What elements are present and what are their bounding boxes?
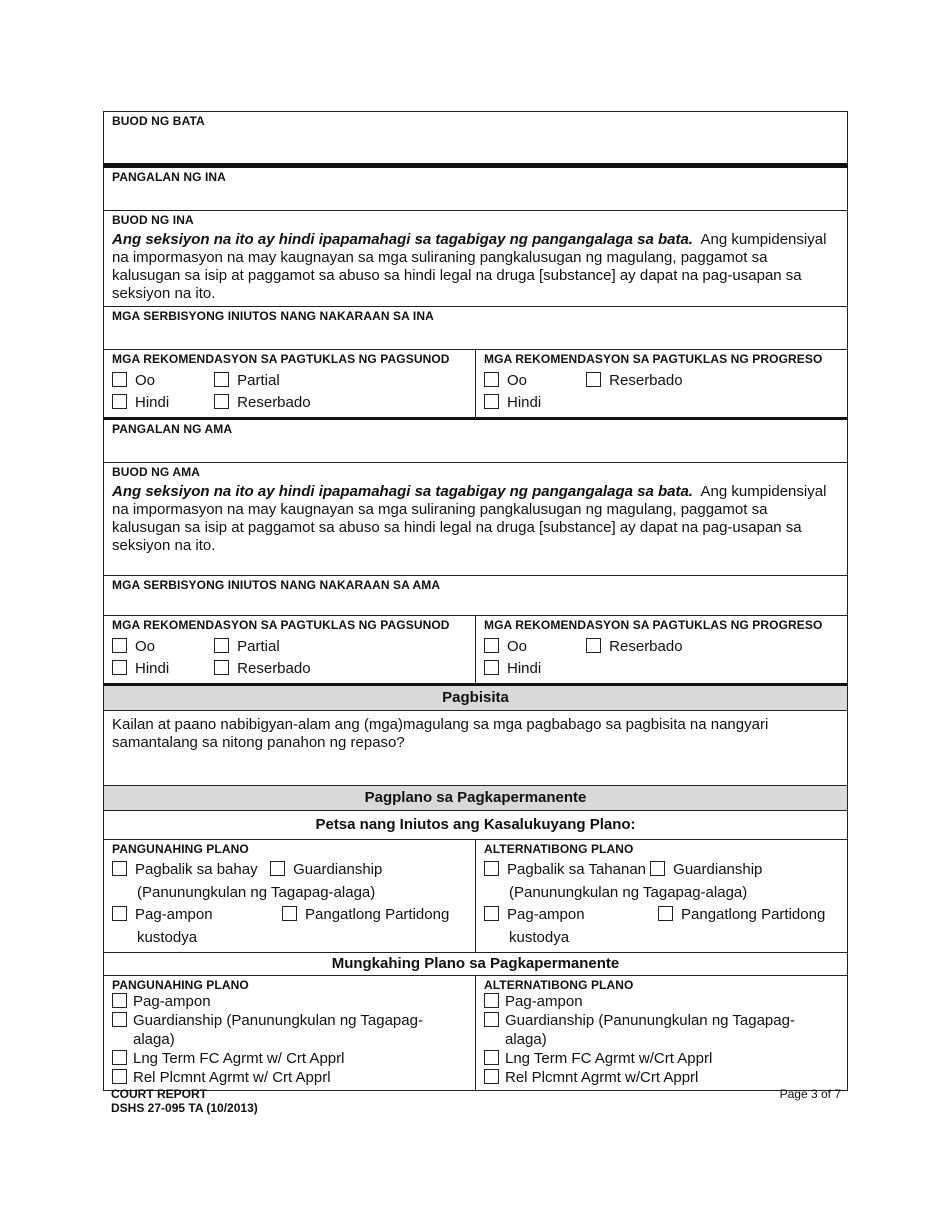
father-summary-label: BUOD NG AMA [112,465,200,479]
father-compliance-label: MGA REKOMENDASYON SA PAGTUKLAS NG PAGSUNOD [112,618,450,632]
checkbox[interactable] [484,861,499,876]
father-notice-text: Ang kumpidensiyal na impormasyon na may kaugnayan sa mga suliraning pangkalusugan ng magulang, paggamot sa kalusugan sa isip at paggamot sa abuso sa hindi legal na druga [substance] ay dapat na pag-usapan sa seksiyon na ito. [112,483,827,554]
proposed-primary-guardianship-cont: alaga) [133,1031,175,1048]
father-summary-field[interactable] [104,463,848,576]
checkbox[interactable] [282,906,297,921]
current-alternate-plan-label: ALTERNATIBONG PLANO [484,842,634,856]
father-name-label: PANGALAN NG AMA [112,422,233,436]
primary-third-party-option[interactable]: Pangatlong Partidong [282,906,449,923]
father-compliance-partial[interactable]: Partial [214,636,280,658]
proposed-primary-relative-option[interactable]: Rel Plcmnt Agrmt w/ Crt Apprl [112,1068,467,1087]
proposed-primary-adoption-option[interactable]: Pag-ampon [112,992,467,1011]
visitation-field[interactable] [104,711,848,786]
checkbox[interactable] [112,394,127,409]
current-alternate-plan-cell [476,840,848,953]
checkbox[interactable] [484,993,499,1008]
mother-summary-label: BUOD NG INA [112,213,194,227]
checkbox[interactable] [112,638,127,653]
mother-compliance-reserved[interactable]: Reserbado [214,392,310,414]
father-progress-cell [476,616,848,685]
alternate-guardianship-detail: (Panunungkulan ng Tagapag-alaga) [509,883,748,901]
current-plan-date[interactable]: Petsa nang Iniutos ang Kasalukuyang Plano: [104,811,848,840]
primary-return-home-option[interactable]: Pagbalik sa bahay [112,861,258,878]
proposed-alternate-plan-cell [476,976,848,1091]
mother-progress-reserved[interactable]: Reserbado [586,370,682,392]
alternate-custody-text: kustodya [509,928,570,946]
mother-summary-field[interactable] [104,211,848,307]
footer-page-number: Page 3 of 7 [779,1087,841,1101]
father-progress-yes[interactable]: Oo [484,636,582,658]
checkbox[interactable] [484,372,499,387]
visitation-question: Kailan at paano nabibigyan-alam ang (mga)magulang sa mga pagbabago sa pagbisita na nangyari samantalang sa nitong panahon ng repaso? [112,716,769,751]
mother-compliance-yes[interactable]: Oo [112,370,210,392]
father-progress-label: MGA REKOMENDASYON SA PAGTUKLAS NG PROGRESO [484,618,823,632]
current-primary-plan-cell [104,840,476,953]
mother-progress-label: MGA REKOMENDASYON SA PAGTUKLAS NG PROGRESO [484,352,823,366]
checkbox[interactable] [214,394,229,409]
proposed-alternate-plan-label: ALTERNATIBONG PLANO [484,978,634,992]
alternate-return-home-option[interactable]: Pagbalik sa Tahanan [484,861,646,878]
checkbox[interactable] [112,660,127,675]
proposed-primary-long-term-option[interactable]: Lng Term FC Agrmt w/ Crt Apprl [112,1049,467,1068]
permanency-header: Pagplano sa Pagkapermanente [104,786,848,811]
footer-title: COURT REPORT [111,1087,207,1101]
mother-name-label: PANGALAN NG INA [112,170,226,184]
father-progress-reserved[interactable]: Reserbado [586,636,682,658]
mother-notice-text: Ang kumpidensiyal na impormasyon na may kaugnayan sa mga suliraning pangkalusugan ng magulang, paggamot sa kalusugan sa isip at paggamot sa abuso sa hindi legal na druga [substance] ay dapat na pag-usapan sa seksiyon na ito. [112,231,827,302]
checkbox[interactable] [112,1050,127,1065]
child-summary-field[interactable] [104,112,848,166]
checkbox[interactable] [112,372,127,387]
proposed-primary-guardianship-option[interactable]: Guardianship (Panunungkulan ng Tagapag- [112,1011,467,1030]
father-compliance-cell [104,616,476,685]
alternate-adoption-option[interactable]: Pag-ampon [484,904,658,927]
footer-left [111,1087,258,1115]
mother-progress-yes[interactable]: Oo [484,370,582,392]
alternate-guardianship-option[interactable]: Guardianship [650,861,762,878]
checkbox[interactable] [112,993,127,1008]
checkbox[interactable] [658,906,673,921]
mother-name-field[interactable] [104,166,848,211]
mother-compliance-no[interactable]: Hindi [112,392,210,414]
proposed-alternate-relative-option[interactable]: Rel Plcmnt Agrmt w/Crt Apprl [484,1068,839,1087]
mother-notice-bold: Ang seksiyon na ito ay hindi ipapamahagi sa tagabigay ng pangangalaga sa bata. [112,231,693,248]
father-compliance-reserved[interactable]: Reserbado [214,658,310,680]
proposed-plan-header: Mungkahing Plano sa Pagkapermanente [104,953,848,976]
checkbox[interactable] [112,906,127,921]
checkbox[interactable] [214,372,229,387]
checkbox[interactable] [650,861,665,876]
father-compliance-yes[interactable]: Oo [112,636,210,658]
proposed-alternate-long-term-option[interactable]: Lng Term FC Agrmt w/Crt Apprl [484,1049,839,1068]
checkbox[interactable] [484,1069,499,1084]
checkbox[interactable] [484,1012,499,1027]
father-services-field[interactable] [104,576,848,616]
father-confidential-notice [112,483,839,555]
checkbox[interactable] [270,861,285,876]
primary-custody-text: kustodya [137,928,198,946]
father-progress-no[interactable]: Hindi [484,658,582,680]
mother-confidential-notice [112,231,839,303]
mother-services-label: MGA SERBISYONG INIUTOS NANG NAKARAAN SA INA [112,309,434,323]
checkbox[interactable] [586,638,601,653]
proposed-primary-plan-label: PANGUNAHING PLANO [112,978,249,992]
checkbox[interactable] [112,861,127,876]
mother-compliance-label: MGA REKOMENDASYON SA PAGTUKLAS NG PAGSUNOD [112,352,450,366]
checkbox[interactable] [484,638,499,653]
proposed-primary-plan-cell [104,976,476,1091]
father-services-label: MGA SERBISYONG INIUTOS NANG NAKARAAN SA AMA [112,578,441,592]
mother-compliance-cell [104,350,476,419]
mother-services-field[interactable] [104,307,848,350]
father-compliance-no[interactable]: Hindi [112,658,210,680]
child-summary-label: BUOD NG BATA [112,114,205,128]
checkbox[interactable] [214,638,229,653]
mother-compliance-partial[interactable]: Partial [214,370,280,392]
checkbox[interactable] [484,906,499,921]
father-name-field[interactable] [104,419,848,463]
checkbox[interactable] [484,660,499,675]
proposed-alternate-guardianship-option[interactable]: Guardianship (Panunungkulan ng Tagapag- [484,1011,839,1030]
checkbox[interactable] [214,660,229,675]
mother-progress-no[interactable]: Hindi [484,392,582,414]
form-page [103,111,847,1091]
checkbox[interactable] [484,394,499,409]
primary-adoption-option[interactable]: Pag-ampon [112,904,282,927]
proposed-alternate-guardianship-cont: alaga) [505,1031,547,1048]
visitation-header: Pagbisita [104,685,848,711]
checkbox[interactable] [112,1069,127,1084]
primary-guardianship-detail: (Panunungkulan ng Tagapag-alaga) [137,883,376,901]
checkbox[interactable] [484,1050,499,1065]
footer-form-number: DSHS 27-095 TA (10/2013) [111,1101,258,1115]
current-primary-plan-label: PANGUNAHING PLANO [112,842,249,856]
court-report-form [103,111,848,1091]
checkbox[interactable] [112,1012,127,1027]
checkbox[interactable] [586,372,601,387]
father-notice-bold: Ang seksiyon na ito ay hindi ipapamahagi sa tagabigay ng pangangalaga sa bata. [112,483,693,500]
alternate-third-party-option[interactable]: Pangatlong Partidong [658,906,825,923]
mother-progress-cell [476,350,848,419]
proposed-alternate-adoption-option[interactable]: Pag-ampon [484,992,839,1011]
primary-guardianship-option[interactable]: Guardianship [270,861,382,878]
